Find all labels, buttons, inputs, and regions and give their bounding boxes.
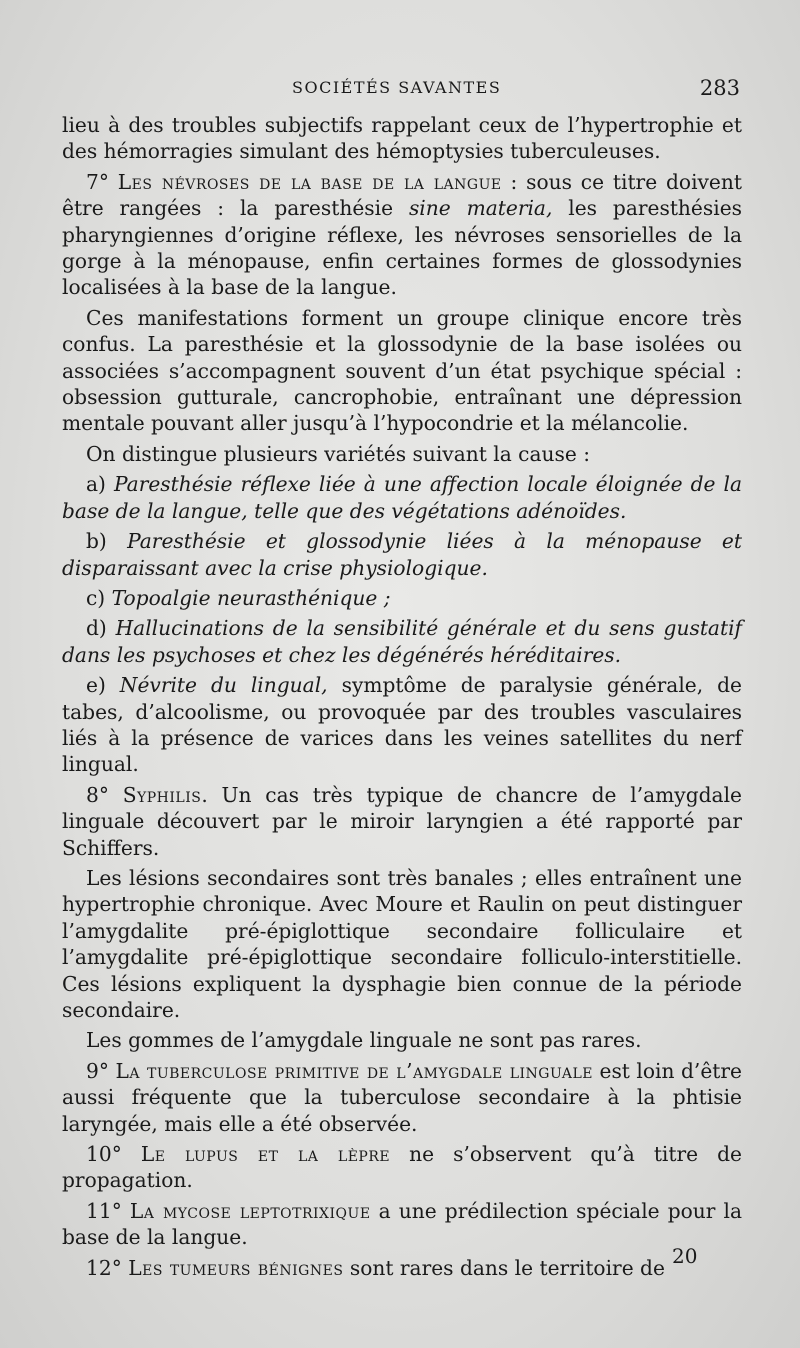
paragraph-text: lieu à des troubles subjectifs rappelant ceux de l’hypertrophie et des hémorragies simulant des hémoptysies tuberculeuses. — [62, 113, 742, 164]
section-heading: Syphilis — [122, 782, 202, 807]
list-text: Paresthésie et glossodynie liées à la ménopause et disparaissant avec la crise physiologique. — [62, 529, 742, 580]
section-number: 10° — [86, 1142, 141, 1167]
paragraph-gommes — [62, 1027, 742, 1053]
page-header — [62, 76, 740, 106]
paragraph-syphilis — [62, 782, 742, 861]
list-label: b) — [86, 529, 128, 554]
section-number: 12° — [86, 1255, 129, 1280]
italic-term: sine materia, — [408, 196, 553, 221]
paragraph-text: : sous ce titre doivent être rangées : la paresthésie — [62, 169, 742, 221]
paragraph-text: les paresthésies pharyngiennes d’origine réflexe, les névroses sensorielles de la gorge à la ménopause, enfin certaines formes de glossodynies localisées à la base de la langue. — [62, 196, 743, 300]
section-number: 8° — [86, 782, 123, 807]
paragraph-text: a une prédilection spéciale pour la base de la langue. — [62, 1198, 742, 1250]
running-title: SOCIÉTÉS SAVANTES — [292, 78, 502, 97]
section-number: 9° — [86, 1058, 116, 1083]
section-heading: La tuberculose primitive de l’amygdale linguale — [115, 1058, 593, 1083]
paragraph-text: sont rares dans le territoire de — [343, 1255, 665, 1280]
paragraph-manifestations — [62, 305, 742, 437]
list-item-d — [62, 615, 742, 668]
signature-mark: 20 — [672, 1244, 698, 1268]
list-item-c — [62, 585, 742, 611]
list-text: symptôme de paralysie générale, de tabes, d’alcoolisme, ou provoquée par des troubles vasculaires liés à la présence de varices dans les veines satellites du nerf lingual. — [62, 673, 742, 777]
paragraph-text: est loin d’être aussi fréquente que la tuberculose secondaire à la phtisie laryngée, mais elle a été observée. — [62, 1058, 742, 1136]
page-body — [62, 112, 742, 1285]
paragraph-nevroses — [62, 169, 742, 301]
section-number: 7° — [86, 169, 118, 194]
paragraph-text: On distingue plusieurs variétés suivant la cause : — [86, 441, 591, 466]
section-heading: Les tumeurs bénignes — [128, 1255, 344, 1280]
section-number: 11° — [86, 1198, 130, 1223]
paragraph-mycose — [62, 1198, 742, 1251]
paragraph-text: Les gommes de l’amygdale linguale ne sont pas rares. — [86, 1028, 642, 1053]
paragraph-tumeurs — [62, 1255, 742, 1281]
section-heading: Les névroses de la base de la langue — [117, 169, 502, 194]
section-heading: Le lupus et la lèpre — [140, 1142, 391, 1167]
list-item-b — [62, 528, 742, 581]
paragraph-varietes-intro — [62, 441, 742, 467]
list-text: Paresthésie réflexe liée à une affection locale éloignée de la base de la langue, telle que des végétations adénoïdes. — [62, 472, 742, 523]
list-label: e) — [86, 673, 120, 698]
paragraph-hypertrophy-end — [62, 112, 742, 165]
paragraph-text: ne s’observent qu’à titre de propagation. — [62, 1142, 742, 1193]
list-item-a — [62, 471, 742, 524]
list-text: Hallucinations de la sensibilité générale et du sens gustatif dans les psychoses et chez les dégénérés héréditaires. — [62, 616, 743, 667]
list-label: d) — [86, 616, 116, 641]
list-label: c) — [86, 585, 112, 610]
paragraph-lesions-secondaires — [62, 865, 742, 1023]
page-number: 283 — [699, 76, 740, 100]
italic-term: Névrite du lingual, — [119, 673, 328, 698]
section-heading: La mycose leptotrixique — [129, 1198, 371, 1223]
list-text: Topoalgie neurasthénique ; — [111, 585, 391, 610]
paragraph-text: Ces manifestations forment un groupe clinique encore très confus. La paresthésie et la glossodynie de la base isolées ou associées s’accompagnent souvent d’un état psychique spécial : obsession gutturale, cancrophobie, entraînant une dépression mentale pouvant aller jusqu’à l’hypocondrie et la mélancolie. — [62, 305, 742, 436]
paragraph-tuberculose — [62, 1058, 742, 1137]
paragraph-text: Les lésions secondaires sont très banales ; elles entraînent une hypertrophie chronique. Avec Moure et Raulin on peut distinguer l’amygdalite pré-épiglottique secondaire folliculaire et l’amygdalite pré-épiglottique secondaire folliculo-interstitielle. Ces lésions expliquent la dysphagie bien connue de la période secondaire. — [62, 865, 742, 1022]
paragraph-lupus-lepre — [62, 1141, 742, 1194]
list-item-e — [62, 672, 742, 778]
list-label: a) — [86, 472, 114, 497]
paragraph-text: . Un cas très typique de chancre de l’amygdale linguale découvert par le miroir laryngien a été rapporté par Schiffers. — [62, 782, 742, 860]
